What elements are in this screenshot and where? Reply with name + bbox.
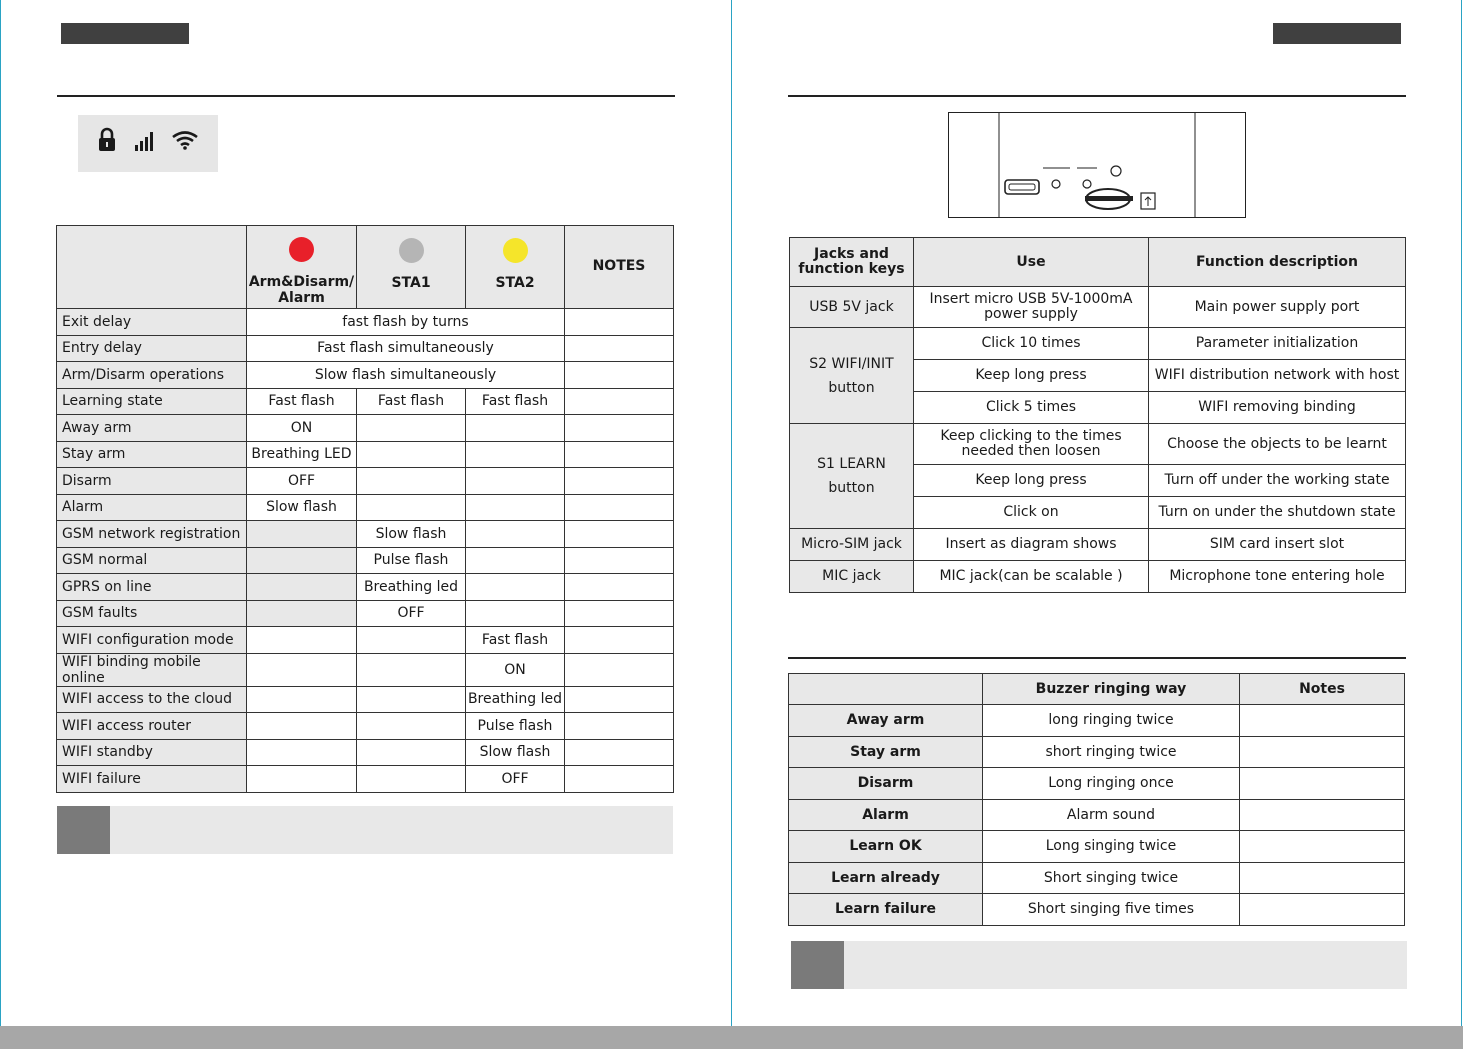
- table-row: [790, 424, 1406, 465]
- row-function: SIM card insert slot: [1149, 529, 1406, 561]
- header-use: Use: [914, 238, 1149, 287]
- cell-sta2: [466, 574, 565, 601]
- cell-sta2: [466, 494, 565, 521]
- row-use: Keep long press: [914, 465, 1149, 497]
- row-use: MIC jack(can be scalable ): [914, 561, 1149, 593]
- led-table-header: [57, 226, 674, 309]
- table-row: [57, 468, 674, 495]
- row-notes: [565, 441, 674, 468]
- row-way: Long ringing once: [983, 768, 1240, 800]
- row-label: WIFI access to the cloud: [57, 686, 247, 713]
- row-key: USB 5V jack: [790, 287, 914, 328]
- row-label: Arm/Disarm operations: [57, 362, 247, 389]
- red-led-icon: [289, 237, 314, 262]
- row-value: fast flash by turns: [247, 309, 565, 336]
- row-notes: [1240, 831, 1405, 863]
- row-label: Learn already: [789, 862, 983, 894]
- signal-bars-icon: [133, 125, 161, 155]
- cell-sta2: [466, 521, 565, 548]
- header-function: Function description: [1149, 238, 1406, 287]
- cell-sta1: Slow flash: [357, 521, 466, 548]
- cell-sta2: [466, 468, 565, 495]
- gray-led-icon: [399, 238, 424, 263]
- row-notes: [565, 309, 674, 336]
- table-row: [57, 739, 674, 766]
- table-row: [789, 862, 1405, 894]
- row-use: Keep clicking to the times needed then loosen: [914, 424, 1149, 465]
- left-note-bar: [57, 806, 673, 854]
- header-sta1-label: STA1: [391, 275, 431, 291]
- cell-arm: Fast flash: [247, 388, 357, 415]
- row-label: GSM normal: [57, 547, 247, 574]
- cell-arm: [247, 521, 357, 548]
- header-blank: [57, 226, 247, 309]
- row-way: short ringing twice: [983, 736, 1240, 768]
- row-notes: [1240, 736, 1405, 768]
- table-row: [57, 362, 674, 389]
- table-row: [789, 736, 1405, 768]
- left-header-tab: [61, 23, 189, 44]
- right-note-bar: [791, 941, 1407, 989]
- cell-sta1: [357, 441, 466, 468]
- row-key-s2: [790, 328, 914, 424]
- header-buzzer-way: Buzzer ringing way: [983, 674, 1240, 705]
- table-row: [57, 627, 674, 654]
- table-row: [789, 894, 1405, 926]
- table-row: [57, 574, 674, 601]
- row-function: WIFI distribution network with host: [1149, 360, 1406, 392]
- row-notes: [565, 600, 674, 627]
- buzzer-table-header: [789, 674, 1405, 705]
- row-function: WIFI removing binding: [1149, 392, 1406, 424]
- row-use: Click 10 times: [914, 328, 1149, 360]
- row-notes: [1240, 894, 1405, 926]
- table-row: [57, 309, 674, 336]
- cell-sta1: [357, 686, 466, 713]
- s2-key-line1: S2 WIFI/INIT: [809, 355, 894, 372]
- cell-arm: [247, 739, 357, 766]
- table-row: [790, 287, 1406, 328]
- row-label: Disarm: [789, 768, 983, 800]
- cell-sta2: Fast flash: [466, 627, 565, 654]
- row-function: Turn off under the working state: [1149, 465, 1406, 497]
- row-function: Main power supply port: [1149, 287, 1406, 328]
- cell-sta1: Breathing led: [357, 574, 466, 601]
- row-label: Away arm: [57, 415, 247, 442]
- row-way: Short singing five times: [983, 894, 1240, 926]
- row-label: Learning state: [57, 388, 247, 415]
- row-label: Entry delay: [57, 335, 247, 362]
- cell-sta2: ON: [466, 653, 565, 686]
- cell-sta1: [357, 494, 466, 521]
- cell-arm: OFF: [247, 468, 357, 495]
- row-function: Turn on under the shutdown state: [1149, 497, 1406, 529]
- left-section-rule: [57, 95, 675, 97]
- header-sta1: [357, 226, 466, 309]
- row-use: Click on: [914, 497, 1149, 529]
- row-label: Learn OK: [789, 831, 983, 863]
- header-sta2: [466, 226, 565, 309]
- row-label: Alarm: [789, 799, 983, 831]
- row-notes: [565, 468, 674, 495]
- row-use: Click 5 times: [914, 392, 1149, 424]
- row-label: GPRS on line: [57, 574, 247, 601]
- table-row: [789, 768, 1405, 800]
- header-blank: [789, 674, 983, 705]
- cell-sta2: OFF: [466, 766, 565, 793]
- row-notes: [1240, 799, 1405, 831]
- cell-sta2: [466, 600, 565, 627]
- cell-sta2: [466, 441, 565, 468]
- cell-arm: [247, 686, 357, 713]
- row-label: Alarm: [57, 494, 247, 521]
- cell-sta1: OFF: [357, 600, 466, 627]
- row-notes: [565, 362, 674, 389]
- table-row: [789, 705, 1405, 737]
- table-row: [57, 713, 674, 740]
- row-value: Fast flash simultaneously: [247, 335, 565, 362]
- row-notes: [565, 627, 674, 654]
- led-status-table: [56, 225, 674, 793]
- cell-sta1: [357, 766, 466, 793]
- cell-sta1: [357, 468, 466, 495]
- jack-table-header: [790, 238, 1406, 287]
- cell-arm: [247, 600, 357, 627]
- row-key-s1: [790, 424, 914, 529]
- row-label: WIFI configuration mode: [57, 627, 247, 654]
- cell-sta1: [357, 713, 466, 740]
- row-label: Stay arm: [57, 441, 247, 468]
- table-row: [57, 441, 674, 468]
- row-label: Exit delay: [57, 309, 247, 336]
- right-header-tab: [1273, 23, 1401, 44]
- cell-arm: [247, 653, 357, 686]
- header-arm: [247, 226, 357, 309]
- header-jacks: Jacks and function keys: [790, 238, 914, 287]
- row-notes: [565, 494, 674, 521]
- cell-sta2: [466, 415, 565, 442]
- cell-sta1: [357, 415, 466, 442]
- cell-arm: Slow flash: [247, 494, 357, 521]
- cell-arm: ON: [247, 415, 357, 442]
- status-icons-box: [78, 115, 218, 172]
- right-section-rule-top: [788, 95, 1406, 97]
- cell-sta1: Pulse flash: [357, 547, 466, 574]
- row-label: WIFI failure: [57, 766, 247, 793]
- jacks-function-table: [789, 237, 1406, 593]
- cell-sta2: Slow flash: [466, 739, 565, 766]
- row-label: Disarm: [57, 468, 247, 495]
- row-value: Slow flash simultaneously: [247, 362, 565, 389]
- cell-sta2: Pulse flash: [466, 713, 565, 740]
- s1-key-line1: S1 LEARN: [817, 456, 886, 472]
- row-notes: [1240, 768, 1405, 800]
- page-divider: [731, 0, 732, 1026]
- row-use: Insert as diagram shows: [914, 529, 1149, 561]
- table-row: [790, 529, 1406, 561]
- device-diagram-svg: [949, 113, 1245, 217]
- cell-sta1: [357, 653, 466, 686]
- footer-bar: [0, 1026, 1463, 1049]
- table-row: [57, 653, 674, 686]
- row-label: GSM network registration: [57, 521, 247, 548]
- row-label: GSM faults: [57, 600, 247, 627]
- table-row: [57, 521, 674, 548]
- cell-arm: [247, 574, 357, 601]
- buzzer-table: [788, 673, 1405, 926]
- cell-arm: [247, 547, 357, 574]
- table-row: [57, 766, 674, 793]
- row-notes: [565, 388, 674, 415]
- right-section-rule-bottom: [788, 657, 1406, 659]
- usb-port-icon: [1005, 180, 1039, 194]
- row-label: WIFI access router: [57, 713, 247, 740]
- row-notes: [565, 415, 674, 442]
- page-border-right: [1461, 0, 1462, 1026]
- cell-sta2: [466, 547, 565, 574]
- table-row: [57, 335, 674, 362]
- table-row: [57, 494, 674, 521]
- header-sta2-label: STA2: [495, 275, 535, 291]
- row-notes: [565, 653, 674, 686]
- row-key: MIC jack: [790, 561, 914, 593]
- row-notes: [1240, 862, 1405, 894]
- wifi-icon: [171, 125, 199, 155]
- table-row: [789, 799, 1405, 831]
- row-function: Choose the objects to be learnt: [1149, 424, 1406, 465]
- cell-arm: [247, 766, 357, 793]
- cell-arm: [247, 627, 357, 654]
- s1-key-line2: button: [828, 480, 875, 496]
- row-use: Insert micro USB 5V-1000mA power supply: [914, 287, 1149, 328]
- yellow-led-icon: [503, 238, 528, 263]
- s2-button-icon: [1052, 180, 1060, 188]
- cell-arm: Breathing LED: [247, 441, 357, 468]
- s1-button-icon: [1083, 180, 1091, 188]
- row-notes: [565, 521, 674, 548]
- header-notes: Notes: [1240, 674, 1405, 705]
- row-label: Learn failure: [789, 894, 983, 926]
- row-notes: [565, 766, 674, 793]
- row-label: WIFI binding mobile online: [57, 653, 247, 686]
- cell-arm: [247, 713, 357, 740]
- s2-key-line2: button: [828, 379, 875, 396]
- row-way: Long singing twice: [983, 831, 1240, 863]
- table-row: [57, 686, 674, 713]
- cell-sta1: [357, 739, 466, 766]
- table-row: [57, 600, 674, 627]
- row-notes: [565, 574, 674, 601]
- row-notes: [565, 686, 674, 713]
- mic-hole-icon: [1111, 166, 1121, 176]
- row-notes: [565, 739, 674, 766]
- table-row: [789, 831, 1405, 863]
- table-row: [790, 328, 1406, 360]
- row-notes: [565, 713, 674, 740]
- table-row: [57, 388, 674, 415]
- row-way: long ringing twice: [983, 705, 1240, 737]
- row-label: Away arm: [789, 705, 983, 737]
- cell-sta2: Breathing led: [466, 686, 565, 713]
- lock-icon: [95, 125, 123, 155]
- table-row: [57, 547, 674, 574]
- note-marker: [57, 806, 110, 854]
- row-function: Microphone tone entering hole: [1149, 561, 1406, 593]
- cell-sta1: Fast flash: [357, 388, 466, 415]
- table-row: [790, 561, 1406, 593]
- row-way: Alarm sound: [983, 799, 1240, 831]
- row-notes: [565, 335, 674, 362]
- row-key: Micro-SIM jack: [790, 529, 914, 561]
- row-notes: [1240, 705, 1405, 737]
- note-marker: [791, 941, 844, 989]
- row-notes: [565, 547, 674, 574]
- page-border-left: [0, 0, 1, 1026]
- cell-sta1: [357, 627, 466, 654]
- row-use: Keep long press: [914, 360, 1149, 392]
- table-row: [57, 415, 674, 442]
- row-way: Short singing twice: [983, 862, 1240, 894]
- row-label: WIFI standby: [57, 739, 247, 766]
- row-label: Stay arm: [789, 736, 983, 768]
- header-arm-label: Arm&Disarm/ Alarm: [248, 274, 355, 306]
- device-port-diagram: [948, 112, 1246, 218]
- row-function: Parameter initialization: [1149, 328, 1406, 360]
- cell-sta2: Fast flash: [466, 388, 565, 415]
- header-notes: NOTES: [565, 226, 674, 309]
